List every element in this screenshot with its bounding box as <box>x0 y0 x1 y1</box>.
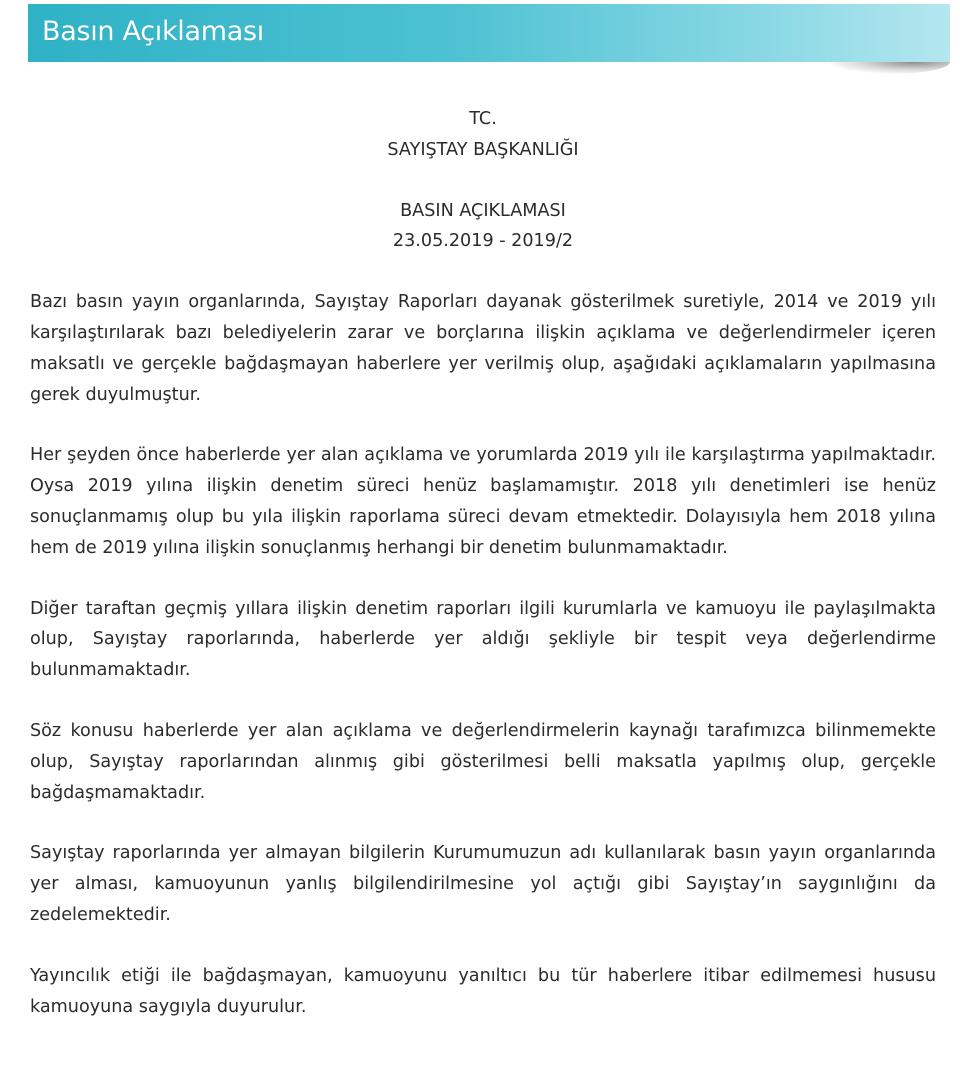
paragraph-3: Diğer taraftan geçmiş yıllara ilişkin denetim raporları ilgili kurumlarla ve kamuoyu ile paylaşılmakta olup, Sayıştay raporlarında, haberlerde yer aldığı şekliyle bir tespit veya değerlendirme bulunmamaktadır. <box>30 598 936 681</box>
banner-shadow <box>830 62 950 74</box>
heading-document-type: BASIN AÇIKLAMASI <box>400 200 566 221</box>
paragraph-1: Bazı basın yayın organlarında, Sayıştay Raporları dayanak gösterilmek suretiyle, 2014 ve 2019 yılı karşılaştırılarak bazı belediyelerin zarar ve borçlarına ilişkin açıklama ve değerlendirmeler içeren maksatlı ve gerçekle bağdaşmayan haberlere yer verilmiş olup, aşağıdaki açıklamaların yapılmasına gerek duyulmuştur. <box>30 292 936 405</box>
heading-date-number: 23.05.2019 - 2019/2 <box>392 231 574 252</box>
heading-country: TC. <box>469 109 497 129</box>
banner-title: Basın Açıklaması <box>42 16 264 47</box>
header-banner <box>28 4 950 62</box>
paragraph-5: Sayıştay raporlarında yer almayan bilgilerin Kurumumuzun adı kullanılarak basın yayın organlarında yer alması, kamuoyunun yanlış bilgilendirilmesine yol açtığı gibi Sayıştay’ın saygınlığını da zedelemektedir. <box>30 843 936 925</box>
press-release-body <box>30 104 936 1022</box>
heading-institution: SAYIŞTAY BAŞKANLIĞI <box>387 139 579 160</box>
paragraph-4: Söz konusu haberlerde yer alan açıklama ve değerlendirmelerin kaynağı tarafımızca bilinmemekte olup, Sayıştay raporlarından alınmış gibi gösterilmesi belli maksatla yapılmış olup, gerçekle bağdaşmamaktadır. <box>30 720 936 803</box>
paragraph-2: Her şeyden önce haberlerde yer alan açıklama ve yorumlarda 2019 yılı ile karşılaştırma yapılmaktadır. Oysa 2019 yılına ilişkin denetim süreci henüz başlamamıştır. 2018 yılı denetimleri ise henüz sonuçlanmamış olup bu yıla ilişkin raporlama süreci devam etmektedir. Dolayısıyla hem 2018 yılına hem de 2019 yılına ilişkin sonuçlanmış herhangi bir denetim bulunmamaktadır. <box>30 445 936 558</box>
paragraph-6: Yayıncılık etiği ile bağdaşmayan, kamuoyunu yanıltıcı bu tür haberlere itibar edilmemesi hususu kamuoyuna saygıyla duyurulur. <box>30 965 936 1017</box>
